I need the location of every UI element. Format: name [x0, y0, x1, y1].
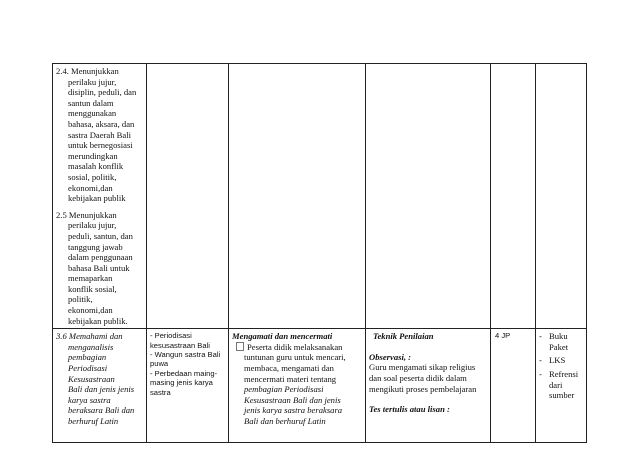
table-row — [53, 329, 587, 443]
sumber-line: Paket — [549, 341, 569, 352]
materi-cell — [147, 329, 229, 443]
kd-text — [56, 220, 144, 326]
pembelajaran-line: membaca, mengamati dan — [244, 363, 334, 374]
penilaian-cell — [366, 64, 491, 329]
kd-line: bahasa, aksara, dan — [68, 118, 135, 129]
pembelajaran-cell — [229, 329, 366, 443]
pembelajaran-line: pembagian Periodisasi — [244, 384, 324, 395]
materi-line: kesusastraan Bali — [150, 340, 210, 350]
kd-line: menggunakan — [68, 108, 117, 119]
pembelajaran-line: mencermati materi tentang — [244, 373, 337, 384]
kd-line: masalah konflik — [68, 161, 124, 172]
observasi-text — [369, 362, 488, 394]
list-dash: - — [539, 331, 542, 342]
sumber-cell — [536, 329, 587, 443]
kd-number: 3.6 — [56, 331, 67, 342]
kompetensi-cell — [53, 64, 147, 329]
kd-line: ekonomi,dan — [68, 182, 113, 193]
pembelajaran-line: Bali dan berhuruf Latin — [244, 416, 326, 426]
pembelajaran-line: tuntunan guru untuk mencari, — [244, 352, 346, 363]
kd-number: 2.4. — [56, 66, 69, 76]
sumber-item — [539, 369, 584, 401]
kd-number: 2.5 — [56, 209, 67, 220]
kd-line: Periodisasi — [68, 363, 108, 374]
sumber-text — [549, 331, 568, 352]
sumber-cell — [536, 64, 587, 329]
materi-line: puwa — [150, 359, 169, 369]
materi-cell — [147, 64, 229, 329]
kd-line: bahasa Bali untuk — [68, 262, 130, 273]
materi-line: masing jenis karya — [150, 378, 213, 388]
pembelajaran-text — [232, 352, 363, 384]
sumber-line: sumber — [549, 390, 575, 401]
kd-first-line: Menunjukkan — [71, 66, 119, 76]
kd-line: peduli, santun, dan — [68, 230, 133, 241]
observasi-label: Observasi, : — [369, 351, 412, 362]
pembelajaran-line: Kesusastraan Bali dan jenis — [244, 394, 341, 405]
kd-line: sastra Daerah Bali — [68, 129, 131, 140]
kd-line: perilaku jujur, — [68, 220, 117, 231]
materi-line: - Periodisasi — [150, 331, 192, 341]
waktu-cell — [491, 64, 536, 329]
syllabus-table — [52, 63, 587, 443]
kd-line: kebijakan publik. — [68, 315, 128, 326]
pembelajaran-bullet — [232, 342, 363, 353]
kd-first-line: Memahami dan — [68, 331, 123, 342]
kd-line: berhuruf Latin — [68, 416, 119, 426]
kd-line: merundingkan — [68, 150, 118, 161]
tes-label: Tes tertulis atau lisan : — [369, 404, 450, 415]
kd-line: Kesusastraan — [68, 373, 115, 384]
kd-3-6 — [56, 331, 144, 426]
kompetensi-cell — [53, 329, 147, 443]
checkbox-bullet-icon — [236, 342, 244, 351]
bullet-text: Peserta didik melaksanakan — [247, 341, 343, 352]
sumber-line: LKS — [549, 355, 566, 366]
kd-line: pembagian — [68, 352, 107, 363]
kd-line: perilaku jujur, — [68, 76, 117, 87]
kd-text — [56, 77, 144, 204]
pembelajaran-cell — [229, 64, 366, 329]
pembelajaran-heading: Mengamati dan mencermati — [232, 331, 333, 342]
waktu-value: 4 JP — [495, 331, 511, 341]
sumber-item — [539, 355, 584, 366]
kd-line: dalam penggunaan — [68, 252, 133, 263]
kd-text — [56, 342, 144, 427]
materi-line: sastra — [150, 387, 171, 397]
kd-line: menganalisis — [68, 341, 114, 352]
penilaian-cell — [366, 329, 491, 443]
kd-line: karya sastra — [68, 394, 111, 405]
list-dash: - — [539, 369, 542, 380]
kd-line: memaparkan — [68, 273, 113, 284]
kd-line: untuk bernegosiasi — [68, 140, 133, 151]
pembelajaran-line: jenis karya sastra beraksara — [244, 405, 343, 416]
kd-line: konflik sosial, — [68, 283, 117, 294]
sumber-text — [549, 369, 578, 401]
observasi-line: dan soal peserta didik dalam — [369, 373, 467, 384]
sumber-line: Buku — [549, 331, 568, 342]
kd-line: santun dalam — [68, 97, 114, 108]
waktu-cell — [491, 329, 536, 443]
kd-line: sosial, politik, — [68, 171, 117, 182]
list-dash: - — [539, 355, 542, 366]
kd-line: Bali dan jenis jenis — [68, 384, 135, 395]
kd-2-4 — [56, 66, 144, 204]
sumber-line: Refrensi — [549, 369, 579, 380]
kd-2-5 — [56, 210, 144, 327]
kd-line: politik, — [68, 294, 93, 305]
kd-line: tanggung jawab — [68, 241, 123, 252]
kd-line: kebijakan publik — [68, 193, 126, 204]
kd-first-line: Menunjukkan — [68, 209, 117, 220]
pembelajaran-topic — [232, 384, 363, 426]
sumber-item — [539, 331, 584, 352]
table-row — [53, 64, 587, 329]
kd-line: ekonomi,dan — [68, 305, 113, 316]
kd-line: disiplin, peduli, dan — [68, 87, 137, 98]
observasi-line: mengikuti proses pembelajaran — [369, 383, 477, 394]
penilaian-heading: Teknik Penilaian — [373, 331, 434, 342]
materi-line: - Perbedaan maing- — [150, 368, 218, 378]
observasi-line: Guru mengamati sikap religius — [369, 362, 476, 373]
kd-line: beraksara Bali dan — [68, 405, 135, 416]
sumber-text — [549, 355, 565, 366]
sumber-line: dari — [549, 379, 563, 390]
materi-line: - Wangun sastra Bali — [150, 350, 221, 360]
